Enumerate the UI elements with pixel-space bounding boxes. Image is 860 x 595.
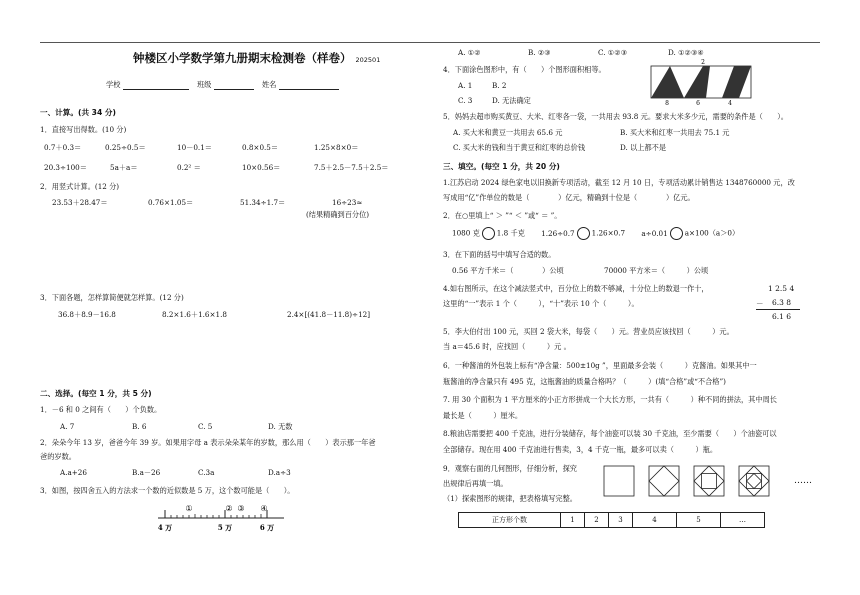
choice-option[interactable]: B. 2 [492,81,507,90]
q3-instruction: 3．下面各题，怎样算简便就怎样算。(12 分) [40,293,184,302]
table-cell: 2 [585,513,609,528]
tick-label: 5 万 [217,523,233,532]
compare-circle[interactable] [670,227,683,240]
name-field[interactable] [279,82,339,90]
page-title: 钟楼区小学数学第九册期末检测卷（样卷） 202501 [133,51,381,65]
shaded-triangle [651,66,684,98]
q2-instruction: 2．用竖式计算。(12 分) [40,182,120,191]
fill-q9-sub: （1）探索图形的规律，把表格填写完整。 [443,494,577,503]
vertical-calc-item: 23.53＋28.47＝ [52,198,108,207]
table-header-cell: 正方形个数 [459,513,561,528]
vertical-calc-item: 16÷23≈ [332,198,363,207]
choice-option[interactable]: D. ①②③④ [668,48,704,57]
choice-option[interactable]: D. 以上都不是 [620,143,667,152]
header-rule [40,42,820,43]
pattern-square-4 [739,466,769,496]
pattern-ellipsis: …… [794,476,812,486]
calc-item: 0.7＋0.3＝ [44,143,82,152]
choice-option[interactable]: A. 买大米和黄豆一共用去 65.6 元 [453,128,563,137]
simplify-item: 2.4×[(41.8－11.8)÷12] [287,310,371,319]
shaded-parallelogram [722,66,751,98]
fill-q4-cont: 这里的“一”表示 1 个（ ），“十”表示 10 个（ ）。 [443,299,639,308]
compare-right: 1.8 千克 [496,228,525,238]
choice-option[interactable]: A.a+26 [60,468,87,477]
choice-option[interactable]: C. 3 [458,96,473,105]
choice-option[interactable]: B.a－26 [132,468,161,477]
simplify-item: 8.2×1.6＋1.6×1.8 [162,310,227,319]
choice-option[interactable]: B. ②③ [528,48,551,57]
choice-option[interactable]: B. 6 [132,422,147,431]
pattern-square-2 [649,466,679,496]
fill-q4: 4.如右图所示，在这个减法竖式中，百分位上的数不够减，十分位上的数退一作十， [443,284,709,293]
choice-q2: 2．朵朵今年 13 岁，爸爸今年 39 岁。如果用字母 a 表示朵朵某年的岁数，那么用（ ）表示那一年爸 [40,438,376,447]
number-line-ticks [165,514,267,518]
fill-q1: 1.江苏启动 2024 绿色家电以旧换新专项活动，截至 12 月 10 日，专项活动累计销售达 1348760000 元，改 [443,178,795,187]
fig-label-b3: 4 [728,100,732,106]
tick-label: 6 万 [259,523,275,532]
compare-right: 1.26×0.7 [591,228,626,238]
compare-right: a×100（a＞0） [684,228,740,238]
class-label: 班级 [196,80,212,89]
choice-option[interactable]: C. 5 [198,422,213,431]
calc-item: 0.2² ＝ [177,163,201,172]
square-pattern-figure [602,463,787,503]
vertical-rule [756,309,800,310]
mark-3: ③ [237,504,245,513]
mark-1: ① [185,504,193,513]
fill-q9: 9．观察右面的几何图形，仔细分析，探究 [443,464,577,473]
unit-convert-item: 70000 平方米＝（ ）公顷 [604,266,709,275]
choice-option[interactable]: C.3a [198,468,215,477]
fill-q8: 8.粮油店需要把 400 千克油，进行分装储存，每个油瓷可以装 30 千克油，至少需要（ ）个油瓷可以 [443,429,777,438]
exam-code: 202501 [355,56,381,64]
fig-label-top: 2 [701,59,705,66]
number-line-figure [150,500,290,534]
table-cell: … [721,513,765,528]
simplify-item: 36.8＋8.9－16.8 [58,310,116,319]
fill-q6: 6．一种酱油的外包装上标有“净含量：500±10g ”，里面最多会装（ ）克酱油。如果其中一 [443,361,757,370]
choice-q5: 5．妈妈去超市购买黄豆、大米、红枣各一袋，一共用去 93.8 元。要求大米多少元，需要的条件是（ ）。 [443,112,788,121]
fill-q1-cont: 写成用“亿”作单位的数是（ ）亿元，精确到十位是（ ）亿元。 [443,193,695,202]
fill-q2: 2．在○里填上“ ＞ ”“ ＜ ”或“ ＝ ”。 [443,211,562,220]
pattern-square-1 [604,466,634,496]
table-cell: 3 [609,513,633,528]
fill-q6-cont: 瓶酱油的净含量只有 495 克，这瓶酱油的质量合格吗？（ ）(填“合格”或“不合格”) [443,377,726,386]
mark-2: ② [225,504,233,513]
vertical-calc-item: 51.34÷1.7＝ [240,198,286,207]
choice-q3: 3．如图，按四舍五入的方法求一个数的近似数是 5 万，这个数可能是（ ）。 [40,486,295,495]
name-label: 姓名 [261,80,277,89]
calc-item: 0.8×0.5＝ [242,143,279,152]
choice-q4: 4．下面涂色图形中，有（ ）个图形面积相等。 [443,65,606,74]
choice-option[interactable]: D. 无法确定 [492,96,531,105]
school-field[interactable] [123,82,189,90]
choice-option[interactable]: D.a÷3 [268,468,291,477]
table-cell: 1 [561,513,585,528]
calc-item: 20.3÷100＝ [44,163,87,172]
q1-instruction: 1．直接写出得数。(10 分) [40,125,127,134]
compare-row [452,227,739,240]
pattern-square-3 [694,466,724,496]
vertical-calc-item: 0.76×1.05＝ [148,198,194,207]
fill-q7-cont: 最长是（ ）厘米。 [443,411,523,420]
table-cell: 4 [633,513,677,528]
vertical-minus: － [756,299,764,308]
choice-option[interactable]: A. 7 [60,422,75,431]
shaded-trapezoid [684,66,710,98]
fill-q7: 7. 用 30 个面积为 1 平方厘米的小正方形拼成一个大长方形，一共有（ ）种不同的拼法，其中周长 [443,395,777,404]
calc-item: 10－0.1＝ [177,143,212,152]
table-cell: 5 [677,513,721,528]
fig-label-b1: 8 [665,100,669,106]
fig-label-b2: 6 [696,100,700,106]
tick-label: 4 万 [157,523,173,532]
fill-q9-cont: 出规律后再填一填。 [443,479,508,488]
choice-option[interactable]: C. ①②③ [598,48,628,57]
calc-item: 7.5＋2.5－7.5＋2.5＝ [314,163,389,172]
rounding-note: (结果精确到百分位) [306,210,370,219]
calc-item: 1.25×8×0＝ [314,143,359,152]
choice-q2-cont: 爸的岁数。 [40,452,76,461]
calc-item: 10×0.56＝ [242,163,281,172]
class-field[interactable] [214,82,254,90]
choice-option[interactable]: D. 无数 [268,422,293,431]
compare-left: 1.26÷0.7 [541,228,575,238]
vertical-mid: 6.3 8 [772,298,792,307]
compare-left: 1080 克 [452,228,480,238]
calc-item: 0.25÷0.5＝ [105,143,146,152]
vertical-top: 1 2.5 4 [768,284,795,293]
school-label: 学校 [106,80,121,89]
shaded-shapes-figure [648,58,754,106]
compare-left: a÷0.01 [641,228,668,238]
compare-circle[interactable] [577,227,590,240]
choice-option[interactable]: C. 买大米的钱和当于黄豆和红枣的总价钱 [453,143,586,152]
choice-q1: 1．－6 和 0 之间有（ ）个负数。 [40,405,162,414]
vertical-result: 6.1 6 [772,312,792,321]
fill-q3: 3．在下面的括号中填写合适的数。 [443,250,556,259]
mark-4: ④ [260,504,268,513]
section-fill: 三、填空。(每空 1 分，共 20 分) [443,162,560,171]
table-row [459,513,765,528]
calc-item: 5a＋a＝ [110,163,138,172]
section-calc: 一、计算。(共 34 分) [40,108,116,117]
choice-option[interactable]: A. ①② [458,48,481,57]
compare-circle[interactable] [482,227,495,240]
choice-option[interactable]: B. 买大米和红枣一共用去 75.1 元 [620,128,730,137]
fill-q8-cont: 全部储存。现在用 400 千克油进行售卖，3，4 千克一瓶，最多可以卖（ ）瓶。 [443,445,718,454]
section-choice: 二、选择。(每空 1 分，共 5 分) [40,389,152,398]
student-info [106,80,339,90]
fill-q5-cont: 当 a＝45.6 时，应找回（ ）元 。 [443,342,571,351]
fill-q5: 5．李大伯付出 100 元，买回 2 袋大米，每袋（ ）元。营业员应该找回（ ）元。 [443,327,734,336]
choice-option[interactable]: A. 1 [458,81,473,90]
unit-convert-item: 0.56 平方千米＝（ ）公顷 [452,266,564,275]
square-count-table [458,512,765,528]
